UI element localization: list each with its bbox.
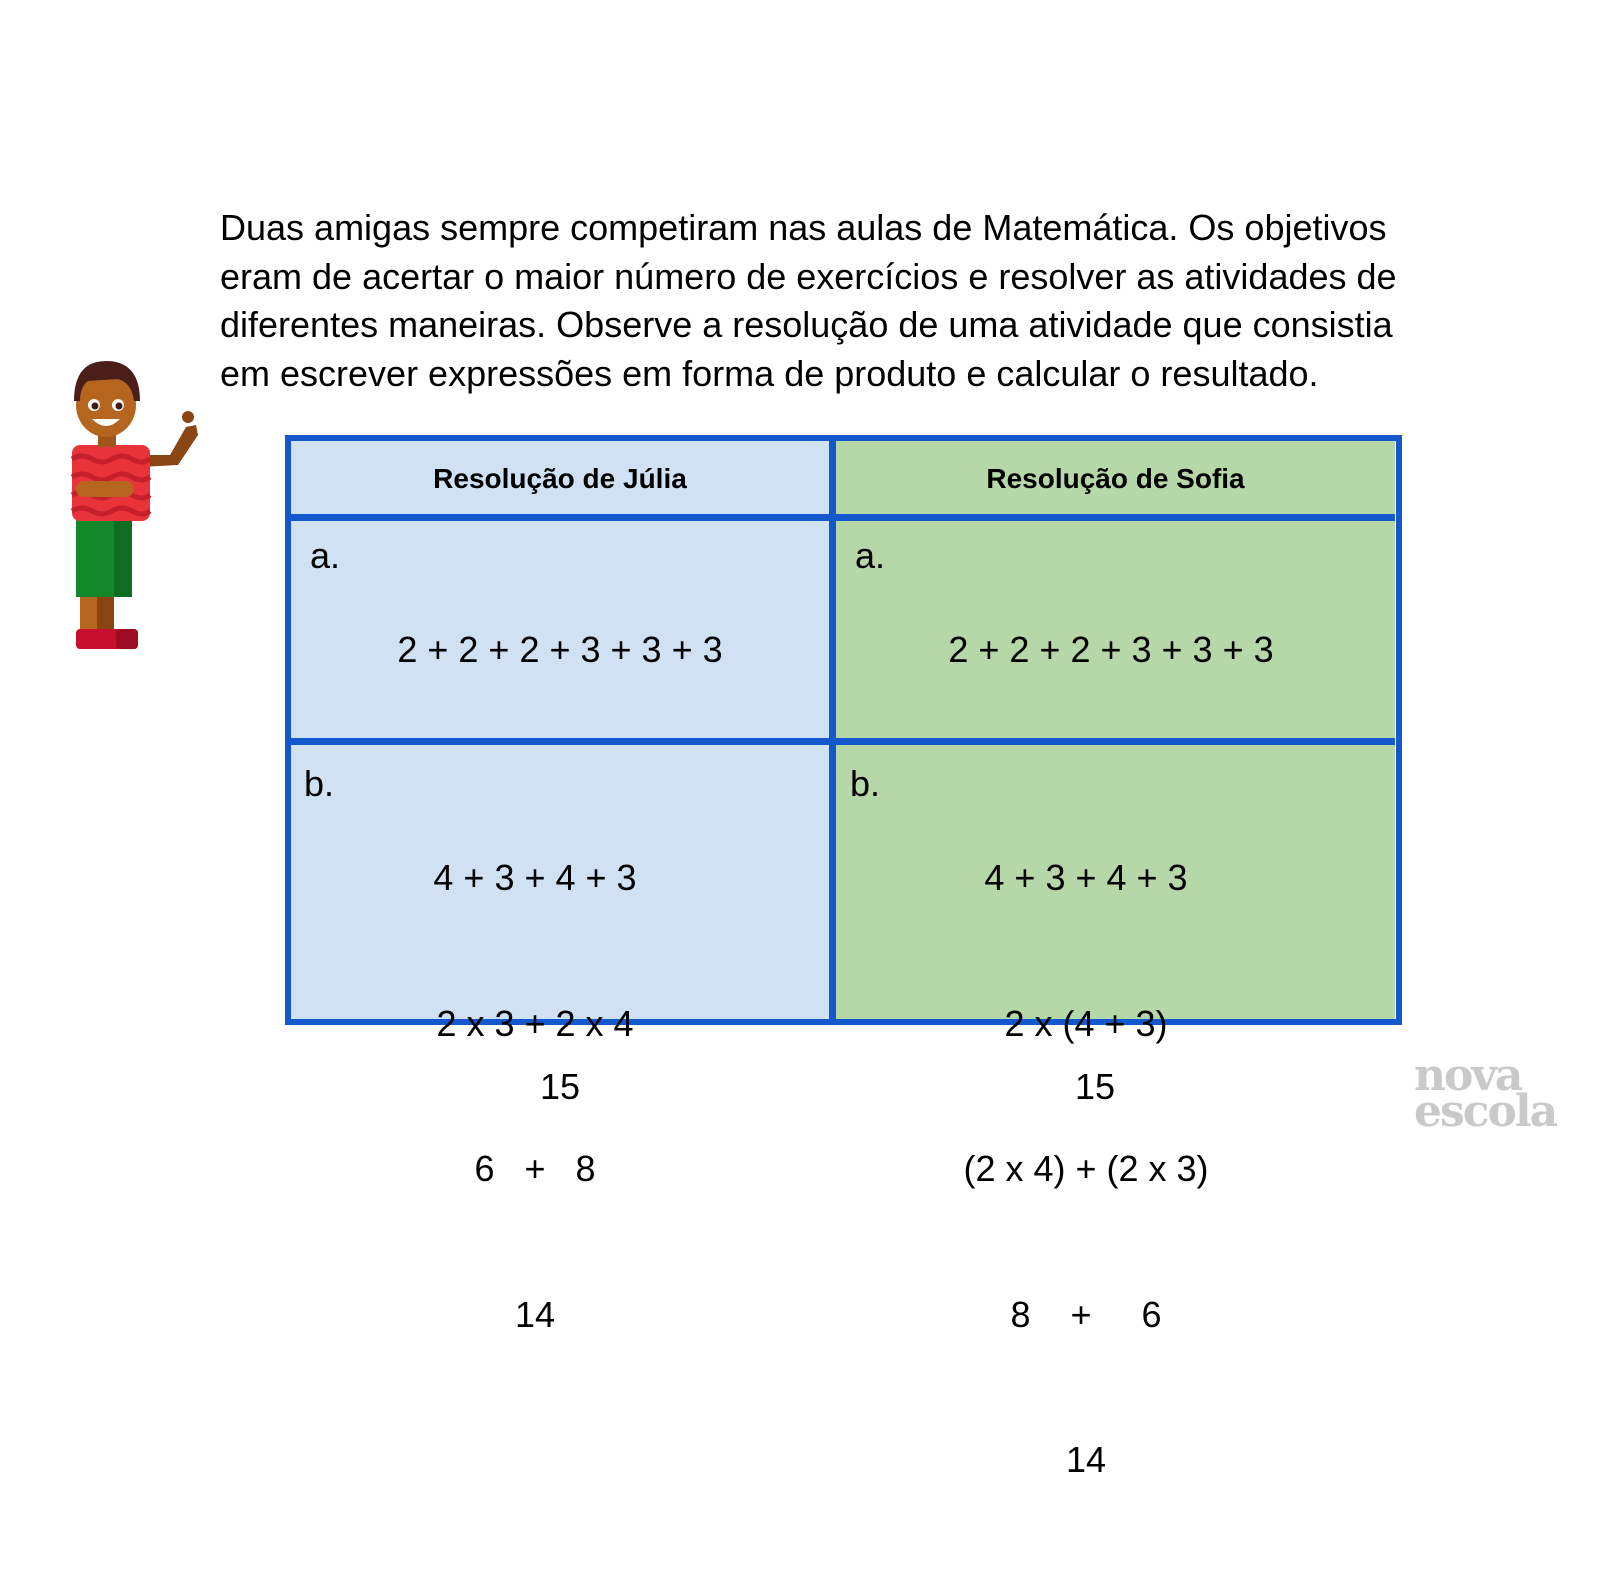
item-label: a. — [310, 535, 341, 576]
header-julia: Resolução de Júlia — [291, 441, 829, 514]
item-label: a. — [855, 535, 886, 576]
expression-line: 15 — [539, 1065, 581, 1107]
item-label: b. — [304, 763, 335, 804]
intro-line: em escrever expressões em forma de produto e calcular o resultado. — [220, 352, 1319, 394]
header-sofia: Resolução de Sofia — [829, 441, 1395, 514]
expression-line: (2 x 4) + (2 x 3) — [963, 1148, 1209, 1189]
expression-line: 4 + 3 + 4 + 3 — [984, 857, 1188, 898]
resolutions-table — [285, 435, 1402, 1480]
expression-lines — [836, 757, 1336, 1582]
expression-line: 2 + 2 + 2 + 3 + 3 + 3 — [397, 629, 723, 670]
intro-line: diferentes maneiras. Observe a resolução de uma atividade que consistia — [220, 304, 1393, 345]
expression-line: 14 — [1065, 1439, 1107, 1480]
expression-line: 8 + 6 — [1010, 1293, 1162, 1335]
expression-line: 2 x (4 + 3) — [1004, 1002, 1168, 1044]
intro-line: Duas amigas sempre competiram nas aulas de Matemática. Os objetivos — [220, 207, 1387, 248]
logo-line: nova — [1414, 1050, 1522, 1101]
intro-line: eram de acertar o maior número de exercícios e resolver as atividades de — [220, 255, 1397, 297]
student-pointing-illustration-icon — [58, 355, 203, 667]
logo-line: escola — [1414, 1086, 1557, 1137]
expression-line: 14 — [514, 1293, 556, 1335]
expression-lines — [291, 757, 779, 1436]
intro-paragraph — [220, 204, 1560, 398]
nova-escola-logo — [1414, 1050, 1557, 1137]
expression-line: 2 + 2 + 2 + 3 + 3 + 3 — [948, 629, 1274, 670]
expression-line: 4 + 3 + 4 + 3 — [433, 857, 637, 898]
expression-line: 2 x 3 + 2 x 4 — [436, 1002, 634, 1044]
item-label: b. — [850, 763, 881, 804]
expression-line: 6 + 8 — [474, 1148, 596, 1189]
expression-line: 15 — [1074, 1065, 1116, 1107]
